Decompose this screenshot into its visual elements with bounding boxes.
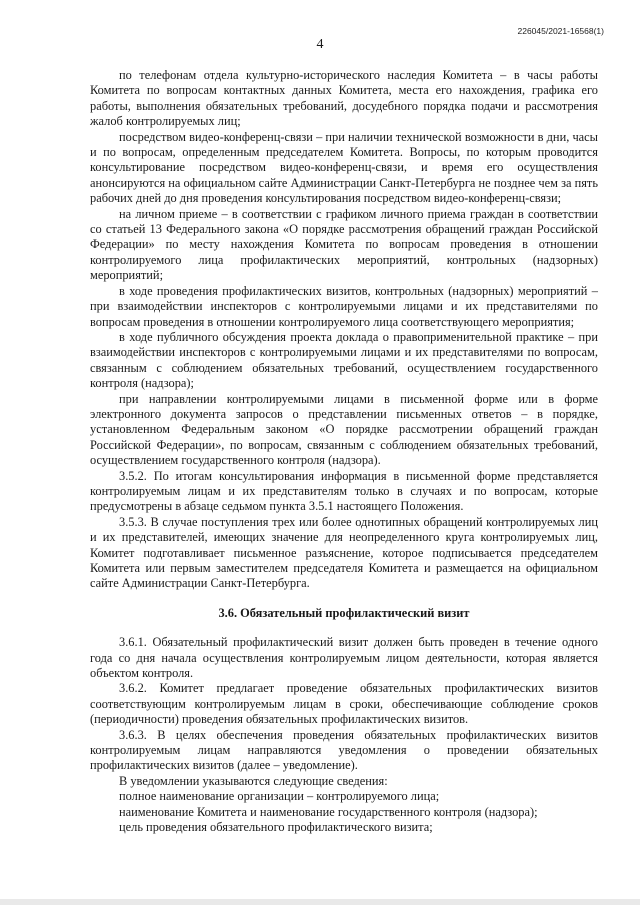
paragraph: на личном приеме – в соответствии с графиком личного приема граждан в соответствии со статьей 13 Федерального закона «О порядке рассмотрения обращений граждан Российской Федерации» по месту нахождения Комитета по вопросам проведения в отношении контролируемого лица профилактических мероприятий, контрольных (надзорных) мероприятий; bbox=[90, 206, 598, 283]
paragraph: в ходе публичного обсуждения проекта доклада о правоприменительной практике – при взаимодействии инспекторов с контролируемыми лицами и их представителями по вопросам, связанным с соблюдением обязательных требований, осуществлением государственного контроля (надзора); bbox=[90, 329, 598, 391]
paragraph: посредством видео-конференц-связи – при наличии технической возможности в дни, часы и по вопросам, определенным председателем Комитета. Вопросы, по которым проводится консультирование посредством видео-конференц-связи, и время его осуществления анонсируются на официальном сайте Администрации Санкт-Петербурга не позднее чем за пять рабочих дней до дня проведения консультирования посредством видео-конференц-связи; bbox=[90, 129, 598, 206]
paragraph: 3.5.2. По итогам консультирования информация в письменной форме представляется контролируемым лицам и их представителям только в случаях и по вопросам, которые предусмотрены в абзаце седьмом пункта 3.5.1 настоящего Положения. bbox=[90, 468, 598, 514]
paragraph: цель проведения обязательного профилактического визита; bbox=[119, 820, 433, 835]
paragraph: 3.6.2. Комитет предлагает проведение обязательных профилактических визитов соответствующим контролируемым лицам в сроки, обеспечивающие соблюдение сроков (периодичности) проведения обязательных профилактических визитов. bbox=[90, 681, 598, 727]
paragraph: 3.6.1. Обязательный профилактический визит должен быть проведен в течение одного года со дня начала осуществления контролируемым лицом деятельности, которая является объектом контроля. bbox=[90, 635, 598, 681]
paragraph: полное наименование организации – контролируемого лица; bbox=[119, 789, 440, 804]
paragraph: В уведомлении указываются следующие сведения: bbox=[119, 773, 388, 788]
document-number: 226045/2021-16568(1) bbox=[517, 26, 604, 36]
paragraph: в ходе проведения профилактических визитов, контрольных (надзорных) мероприятий – при взаимодействии инспекторов с контролируемыми лицами и их представителями по вопросам проведения в отношении контролируемого лица соответствующего мероприятия; bbox=[90, 283, 598, 329]
paragraph: наименование Комитета и наименование государственного контроля (надзора); bbox=[119, 804, 538, 819]
paragraph: 3.6.3. В целях обеспечения проведения обязательных профилактических визитов контролируемым лицам направляются уведомления о проведении обязательных профилактических визитов (далее – уведомление). bbox=[90, 727, 598, 773]
paragraph: при направлении контролируемыми лицами в письменной форме или в форме электронного документа запросов о представлении письменных ответов – в порядке, установленном Федеральным законом «О порядке рассмотрении обращений граждан Российской Федерации», по вопросам, связанным с соблюдением обязательных требований, осуществлением государственного контроля (надзора). bbox=[90, 391, 598, 468]
section-heading: 3.6. Обязательный профилактический визит bbox=[218, 605, 470, 620]
paragraph: 3.5.3. В случае поступления трех или более однотипных обращений контролируемых лиц и их представителей, имеющих значение для неопределенного круга контролируемых лиц, Комитет подготавливает письменное разъяснение, которое подписывается председателем Комитета или первым заместителем председателя Комитета и размещается на официальном сайте Администрации Санкт-Петербурга. bbox=[90, 514, 598, 591]
scan-edge bbox=[0, 899, 640, 905]
paragraph: по телефонам отдела культурно-исторического наследия Комитета – в часы работы Комитета по вопросам контактных данных Комитета, места его нахождения, графика его работы, выполнения обязательных требований, досудебного порядка подачи и рассмотрения жалоб контролируемых лиц; bbox=[90, 68, 598, 129]
page-number: 4 bbox=[316, 37, 324, 52]
document-body bbox=[90, 68, 598, 836]
